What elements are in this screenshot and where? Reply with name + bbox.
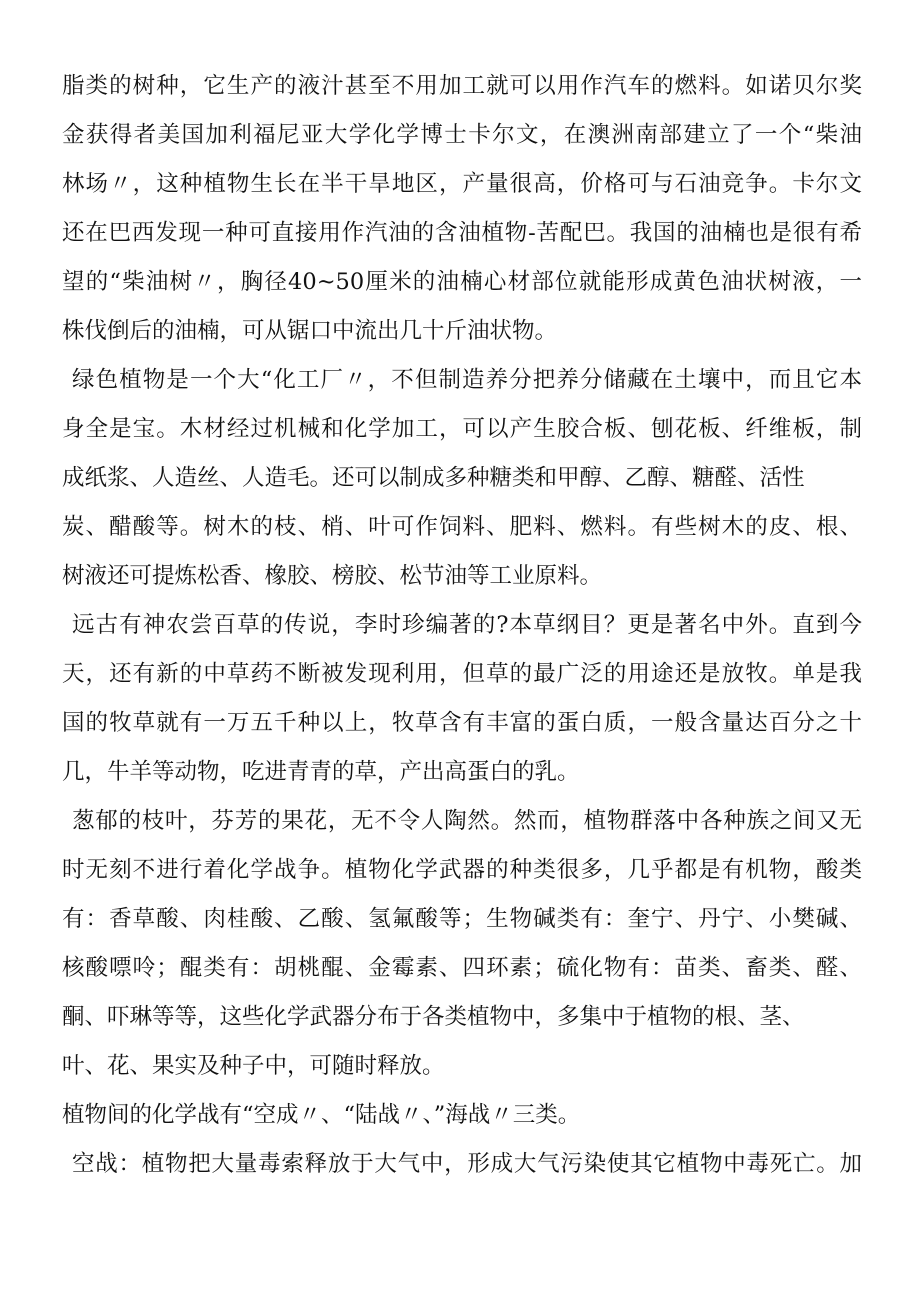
- text-line: 时无刻不进行着化学战争。植物化学武器的种类很多，几乎都是有机物，酸类: [62, 857, 862, 883]
- text-line: 葱郁的枝叶，芬芳的果花，无不令人陶然。然而，植物群落中各种族之间又无: [72, 808, 862, 834]
- text-line: 成纸浆、人造丝、人造毛。还可以制成多种糖类和甲醇、乙醇、糖醛、活性: [62, 465, 805, 491]
- text-line: 远古有神农尝百草的传说，李时珍编著的?本草纲目？更是著名中外。直到今: [72, 612, 862, 638]
- text-line: 几，牛羊等动物，吃进青青的草，产出高蛋白的乳。: [62, 759, 580, 785]
- text-line: 还在巴西发现一种可直接用作汽油的含油植物-苦配巴。我国的油楠也是很有希: [62, 220, 862, 246]
- text-line: 树液还可提炼松香、橡胶、榜胶、松节油等工业原料。: [62, 563, 603, 589]
- text-line: 天，还有新的中草药不断被发现利用，但草的最广泛的用途还是放牧。单是我: [62, 661, 862, 687]
- document-body: [62, 62, 862, 1189]
- text-line: 叶、花、果实及种子中，可随时释放。: [62, 1053, 445, 1079]
- text-line: 植物间的化学战有“空成〃、“陆战〃、”海战〃三类。: [62, 1102, 581, 1128]
- text-line: 绿色植物是一个大“化工厂〃，不但制造养分把养分储藏在土壤中，而且它本: [72, 367, 862, 393]
- text-line: 空战：植物把大量毒索释放于大气中，形成大气污染使其它植物中毒死亡。加: [72, 1151, 862, 1177]
- text-line: 有：香草酸、肉桂酸、乙酸、氢氟酸等；生物碱类有：奎宁、丹宁、小樊碱、: [62, 906, 862, 932]
- text-line: 林场〃，这种植物生长在半干旱地区，产量很高，价格可与石油竞争。卡尔文: [62, 171, 862, 197]
- text-line: 脂类的树种，它生产的液汁甚至不用加工就可以用作汽车的燃料。如诺贝尔奖: [62, 73, 862, 99]
- text-line: 国的牧草就有一万五千种以上，牧草含有丰富的蛋白质，一般含量达百分之十: [62, 710, 862, 736]
- text-line: 金获得者美国加利福尼亚大学化学博士卡尔文，在澳洲南部建立了一个“柴油: [62, 122, 862, 148]
- text-line: 核酸嘌呤；醌类有：胡桃醌、金霉素、四环素；硫化物有：苗类、畜类、醛、: [62, 955, 862, 981]
- text-line: 望的“柴油树〃，胸径40~50厘米的油楠心材部位就能形成黄色油状树液，一: [62, 269, 862, 295]
- text-line: 身全是宝。木材经过机械和化学加工，可以产生胶合板、刨花板、纤维板，制: [62, 416, 862, 442]
- text-line: 酮、吓琳等等，这些化学武器分布于各类植物中，多集中于植物的根、茎、: [62, 1004, 805, 1030]
- text-line: 株伐倒后的油楠，可从锯口中流出几十斤油状物。: [62, 318, 558, 344]
- text-line: 炭、醋酸等。树木的枝、梢、叶可作饲料、肥料、燃料。有些树木的皮、根、: [62, 514, 862, 540]
